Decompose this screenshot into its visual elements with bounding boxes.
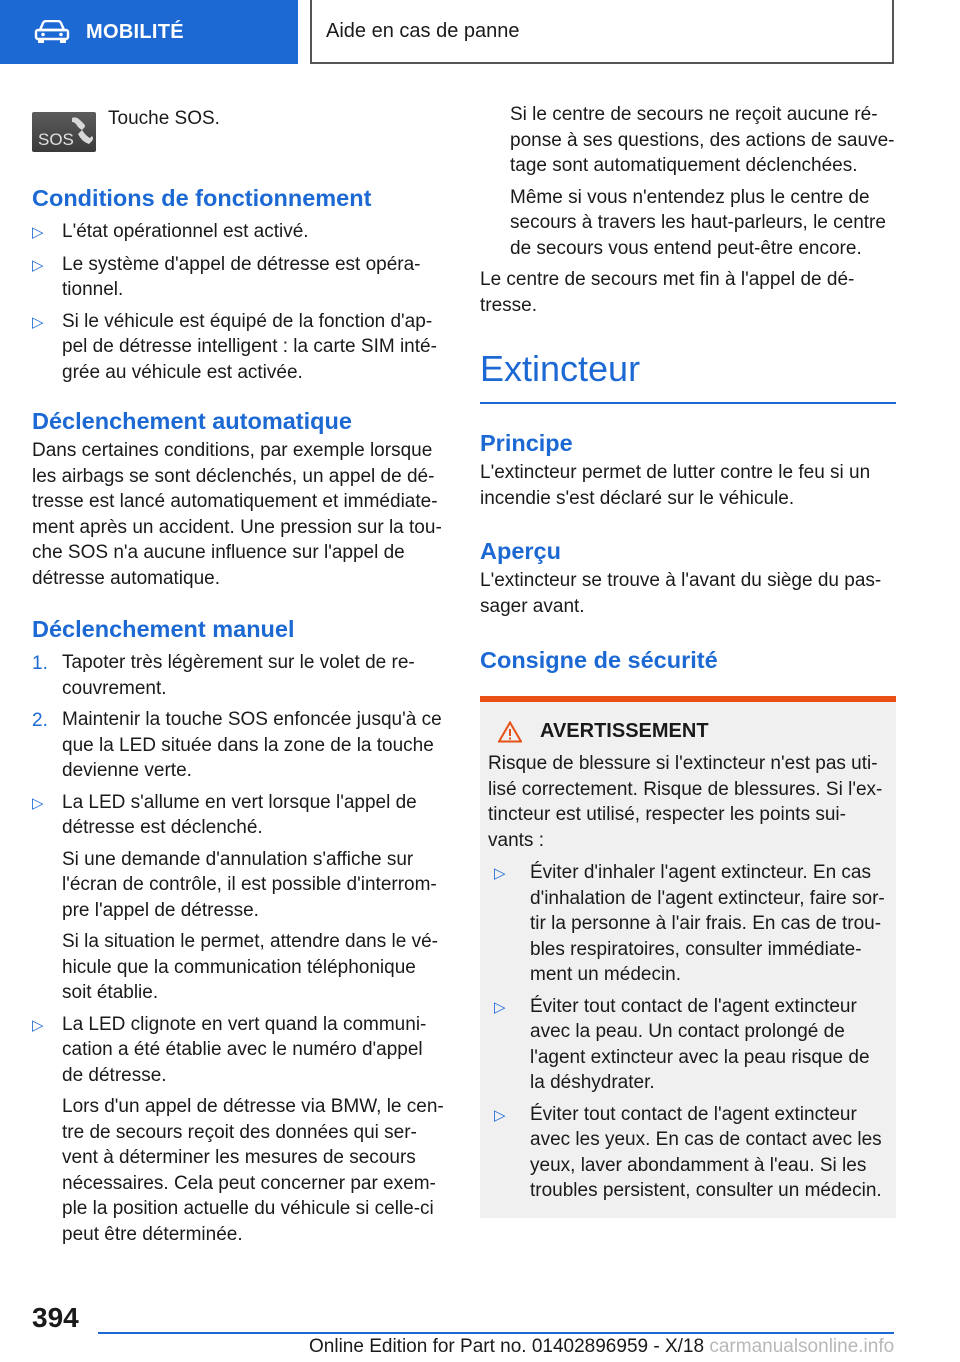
- triangle-bullet-icon: ▷: [32, 313, 44, 331]
- list-item: ▷ L'état opérationnel est activé.: [32, 219, 448, 246]
- led-list: [32, 790, 448, 841]
- list-item: ▷ Si le véhicule est équipé de la fonction d'ap-pel de détresse intelligent : la carte SIM inté-grée au véhicule est activée.: [32, 309, 448, 386]
- edition-text: Online Edition for Part no. 01402896959 - X/18: [309, 1336, 705, 1357]
- list-item: ▷ Éviter tout contact de l'agent extincteur avec la peau. Un contact prolongé de l'agent extincteur avec la peau risque de la déshydrater.: [494, 994, 888, 1096]
- auto-text: Dans certaines conditions, par exemple lorsque les airbags se sont déclenchés, un appel de dé-tresse est lancé automatiquement et immédiate-ment après un accident. Une pression sur la tou-che SOS n'a aucune influence sur l'appel de détresse automatique.: [32, 440, 442, 589]
- list-item: ▷ La LED clignote en vert quand la communi-cation a été établie avec le numéro d'appel de détresse.: [32, 1012, 448, 1089]
- right-column: [480, 102, 896, 1218]
- sos-row: [32, 98, 448, 152]
- step-item: 2. Maintenir la touche SOS enfoncée jusqu'à ce que la LED située dans la zone de la touche devienne verte.: [32, 709, 442, 781]
- sos-icon-text: SOS: [38, 130, 74, 149]
- warning-title: AVERTISSEMENT: [498, 720, 888, 743]
- list-item: ▷ La LED s'allume en vert lorsque l'appel de détresse est déclenché.: [32, 790, 448, 841]
- principe-heading: Principe: [480, 430, 573, 456]
- warning-box: [480, 696, 896, 1218]
- continued-note-2: Même si vous n'entendez plus le centre de secours à travers les haut-parleurs, le centre de secours vous entend peut-être encore.: [510, 186, 886, 259]
- triangle-bullet-icon: ▷: [494, 998, 506, 1016]
- manual-heading: Déclenchement manuel: [32, 616, 295, 642]
- warning-list: [488, 860, 888, 1204]
- section-label: MOBILITÉ: [86, 20, 184, 43]
- step-item: 1. Tapoter très légèrement sur le volet de re-couvrement.: [32, 652, 415, 699]
- led1-note-1: Si une demande d'annulation s'affiche sur l'écran de contrôle, il est possible d'interrom-pre l'appel de détresse.: [62, 848, 437, 921]
- principe-text: L'extincteur permet de lutter contre le feu si un incendie s'est déclaré sur le véhicule.: [480, 462, 871, 509]
- chapter-header: [310, 0, 894, 64]
- watermark: carmanualsonline.info: [709, 1336, 895, 1357]
- apercu-text: L'extincteur se trouve à l'avant du siège du pas-sager avant.: [480, 570, 882, 617]
- apercu-heading: Aperçu: [480, 538, 561, 564]
- footer-rule: [98, 1332, 894, 1334]
- car-icon: [34, 20, 70, 44]
- sos-caption: Touche SOS.: [108, 108, 220, 129]
- list-item: ▷ Le système d'appel de détresse est opéra-tionnel.: [32, 252, 448, 303]
- conditions-list: [32, 219, 448, 385]
- left-column: [32, 98, 448, 1247]
- triangle-bullet-icon: ▷: [32, 794, 44, 812]
- extincteur-heading: Extincteur: [480, 348, 641, 389]
- auto-heading: Déclenchement automatique: [32, 408, 352, 434]
- led2-note-1: Lors d'un appel de détresse via BMW, le cen-tre de secours reçoit des données qui ser-vent à déterminer les mesures de secours nécessaires. Cela peut concerner par exem-ple la position actuelle du véhicule si celle-ci peut être déterminée.: [62, 1096, 444, 1245]
- chapter-title: Aide en cas de panne: [326, 19, 520, 42]
- triangle-bullet-icon: ▷: [494, 1106, 506, 1124]
- manual-steps: [32, 650, 448, 784]
- conditions-heading: Conditions de fonctionnement: [32, 185, 372, 211]
- sos-button-icon: [32, 112, 96, 152]
- heading-rule: [480, 402, 896, 404]
- warning-text: Risque de blessure si l'extincteur n'est pas uti-lisé correctement. Risque de blessures. Si l'ex-tincteur est utilisé, respecter les points sui-vants :: [488, 753, 883, 851]
- safety-heading: Consigne de sécurité: [480, 647, 718, 673]
- warning-triangle-icon: [498, 721, 522, 743]
- led1-note-2: Si la situation le permet, attendre dans le vé-hicule que la communication téléphonique soit établie.: [62, 931, 438, 1003]
- triangle-bullet-icon: ▷: [32, 224, 44, 241]
- triangle-bullet-icon: ▷: [494, 865, 506, 882]
- section-tab[interactable]: [0, 0, 298, 64]
- triangle-bullet-icon: ▷: [32, 1016, 44, 1034]
- list-item: ▷ Éviter tout contact de l'agent extincteur avec les yeux. En cas de contact avec les yeux, laver abondamment à l'eau. Si les troubles persistent, consulter un médecin.: [494, 1102, 888, 1204]
- continued-note-1: Si le centre de secours ne reçoit aucune ré-ponse à ses questions, des actions de sauve-tage sont automatiquement déclenchées.: [510, 104, 895, 176]
- footer-text: [309, 1336, 894, 1358]
- list-item: ▷ Éviter d'inhaler l'agent extincteur. En cas d'inhalation de l'agent extincteur, faire sor-tir la personne à l'air frais. En cas de trou-bles respiratoires, consulter immédiate-ment un médecin.: [494, 860, 888, 988]
- led-list-2: [32, 1012, 448, 1089]
- page-number: 394: [32, 1302, 79, 1333]
- triangle-bullet-icon: ▷: [32, 256, 44, 274]
- end-text: Le centre de secours met fin à l'appel de dé-tresse.: [480, 269, 855, 316]
